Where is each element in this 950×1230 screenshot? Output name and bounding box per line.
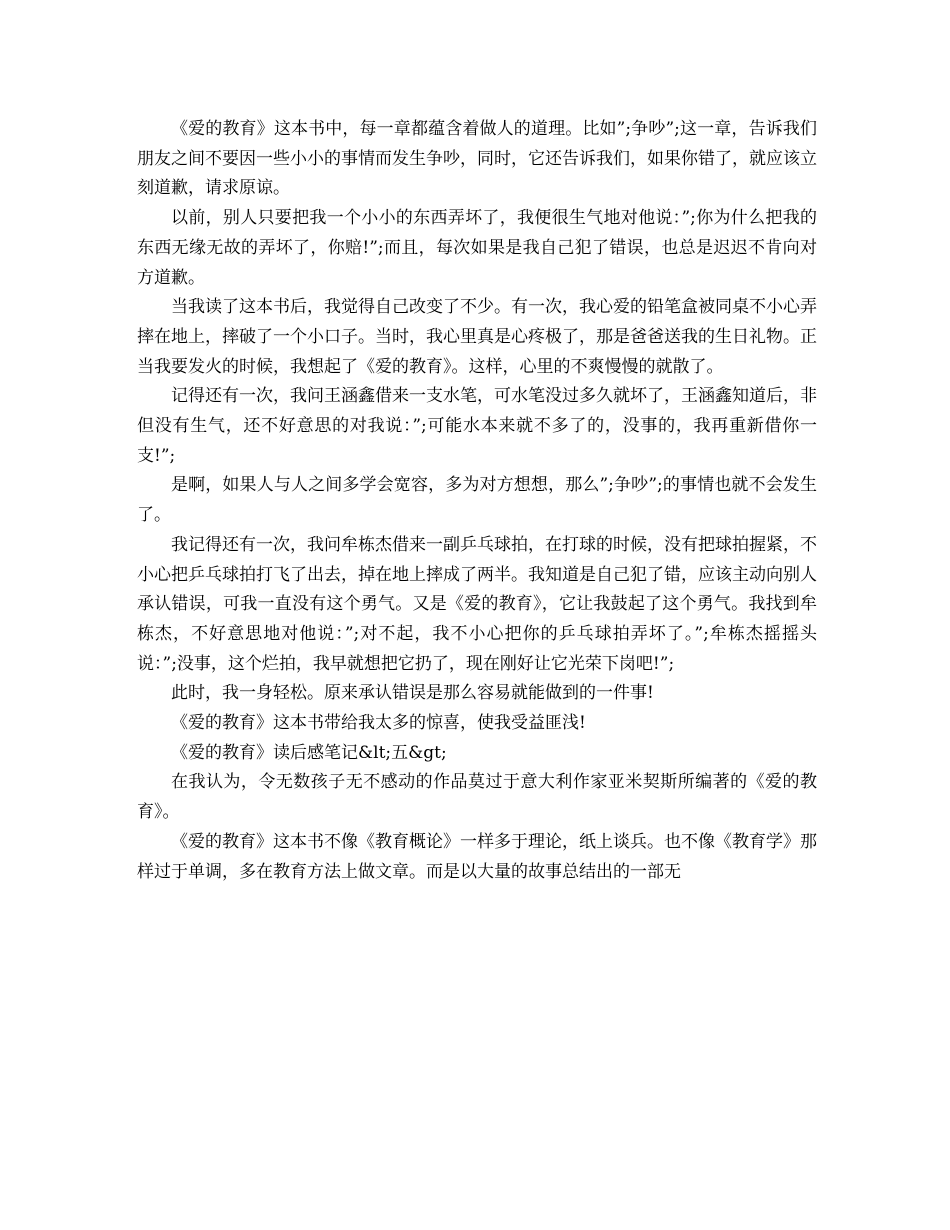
paragraph-1: 《爱的教育》这本书中，每一章都蕴含着做人的道理。比如”;争吵”;这一章，告诉我们朋友之间不要因一些小小的事情而发生争吵，同时，它还告诉我们，如果你错了，就应该立刻道歉，请求原谅。: [137, 119, 817, 199]
paragraph-10: 在我认为，令无数孩子无不感动的作品莫过于意大利作家亚米契斯所编著的《爱的教育》。: [137, 772, 817, 823]
paragraph-4: 记得还有一次，我问王涵鑫借来一支水笔，可水笔没过多久就坏了，王涵鑫知道后，非但没有生气，还不好意思的对我说：”;可能水本来就不多了的，没事的，我再重新借你一支!”;: [137, 386, 817, 466]
document-body: [137, 115, 817, 887]
paragraph-11: 《爱的教育》这本书不像《教育概论》一样多于理论，纸上谈兵。也不像《教育学》那样过于单调，多在教育方法上做文章。而是以大量的故事总结出的一部无: [137, 831, 817, 882]
paragraph-3: 当我读了这本书后，我觉得自己改变了不少。有一次，我心爱的铅笔盒被同桌不小心弄摔在地上，摔破了一个小口子。当时，我心里真是心疼极了，那是爸爸送我的生日礼物。正当我要发火的时候，我想起了《爱的教育》。这样，心里的不爽慢慢的就散了。: [137, 297, 817, 377]
paragraph-9: 《爱的教育》读后感笔记&lt;五&gt;: [171, 742, 447, 763]
paragraph-2: 以前，别人只要把我一个小小的东西弄坏了，我便很生气地对他说：”;你为什么把我的东西无缘无故的弄坏了，你赔!”;而且，每次如果是我自己犯了错误，也总是迟迟不肯向对方道歉。: [137, 208, 817, 288]
paragraph-5: 是啊，如果人与人之间多学会宽容，多为对方想想，那么”;争吵”;的事情也就不会发生了。: [137, 475, 817, 526]
paragraph-8: 《爱的教育》这本书带给我太多的惊喜，使我受益匪浅!: [171, 713, 586, 734]
paragraph-6: 我记得还有一次，我问牟栋杰借来一副乒乓球拍，在打球的时候，没有把球拍握紧，不小心把乒乓球拍打飞了出去，掉在地上摔成了两半。我知道是自己犯了错，应该主动向别人承认错误，可我一直没有这个勇气。又是《爱的教育》，它让我鼓起了这个勇气。我找到牟栋杰，不好意思地对他说：”;对不起，我不小心把你的乒乓球拍弄坏了。”;牟栋杰摇摇头说：”;没事，这个烂拍，我早就想把它扔了，现在刚好让它光荣下岗吧!”;: [137, 534, 817, 674]
paragraph-7: 此时，我一身轻松。原来承认错误是那么容易就能做到的一件事!: [171, 683, 654, 704]
